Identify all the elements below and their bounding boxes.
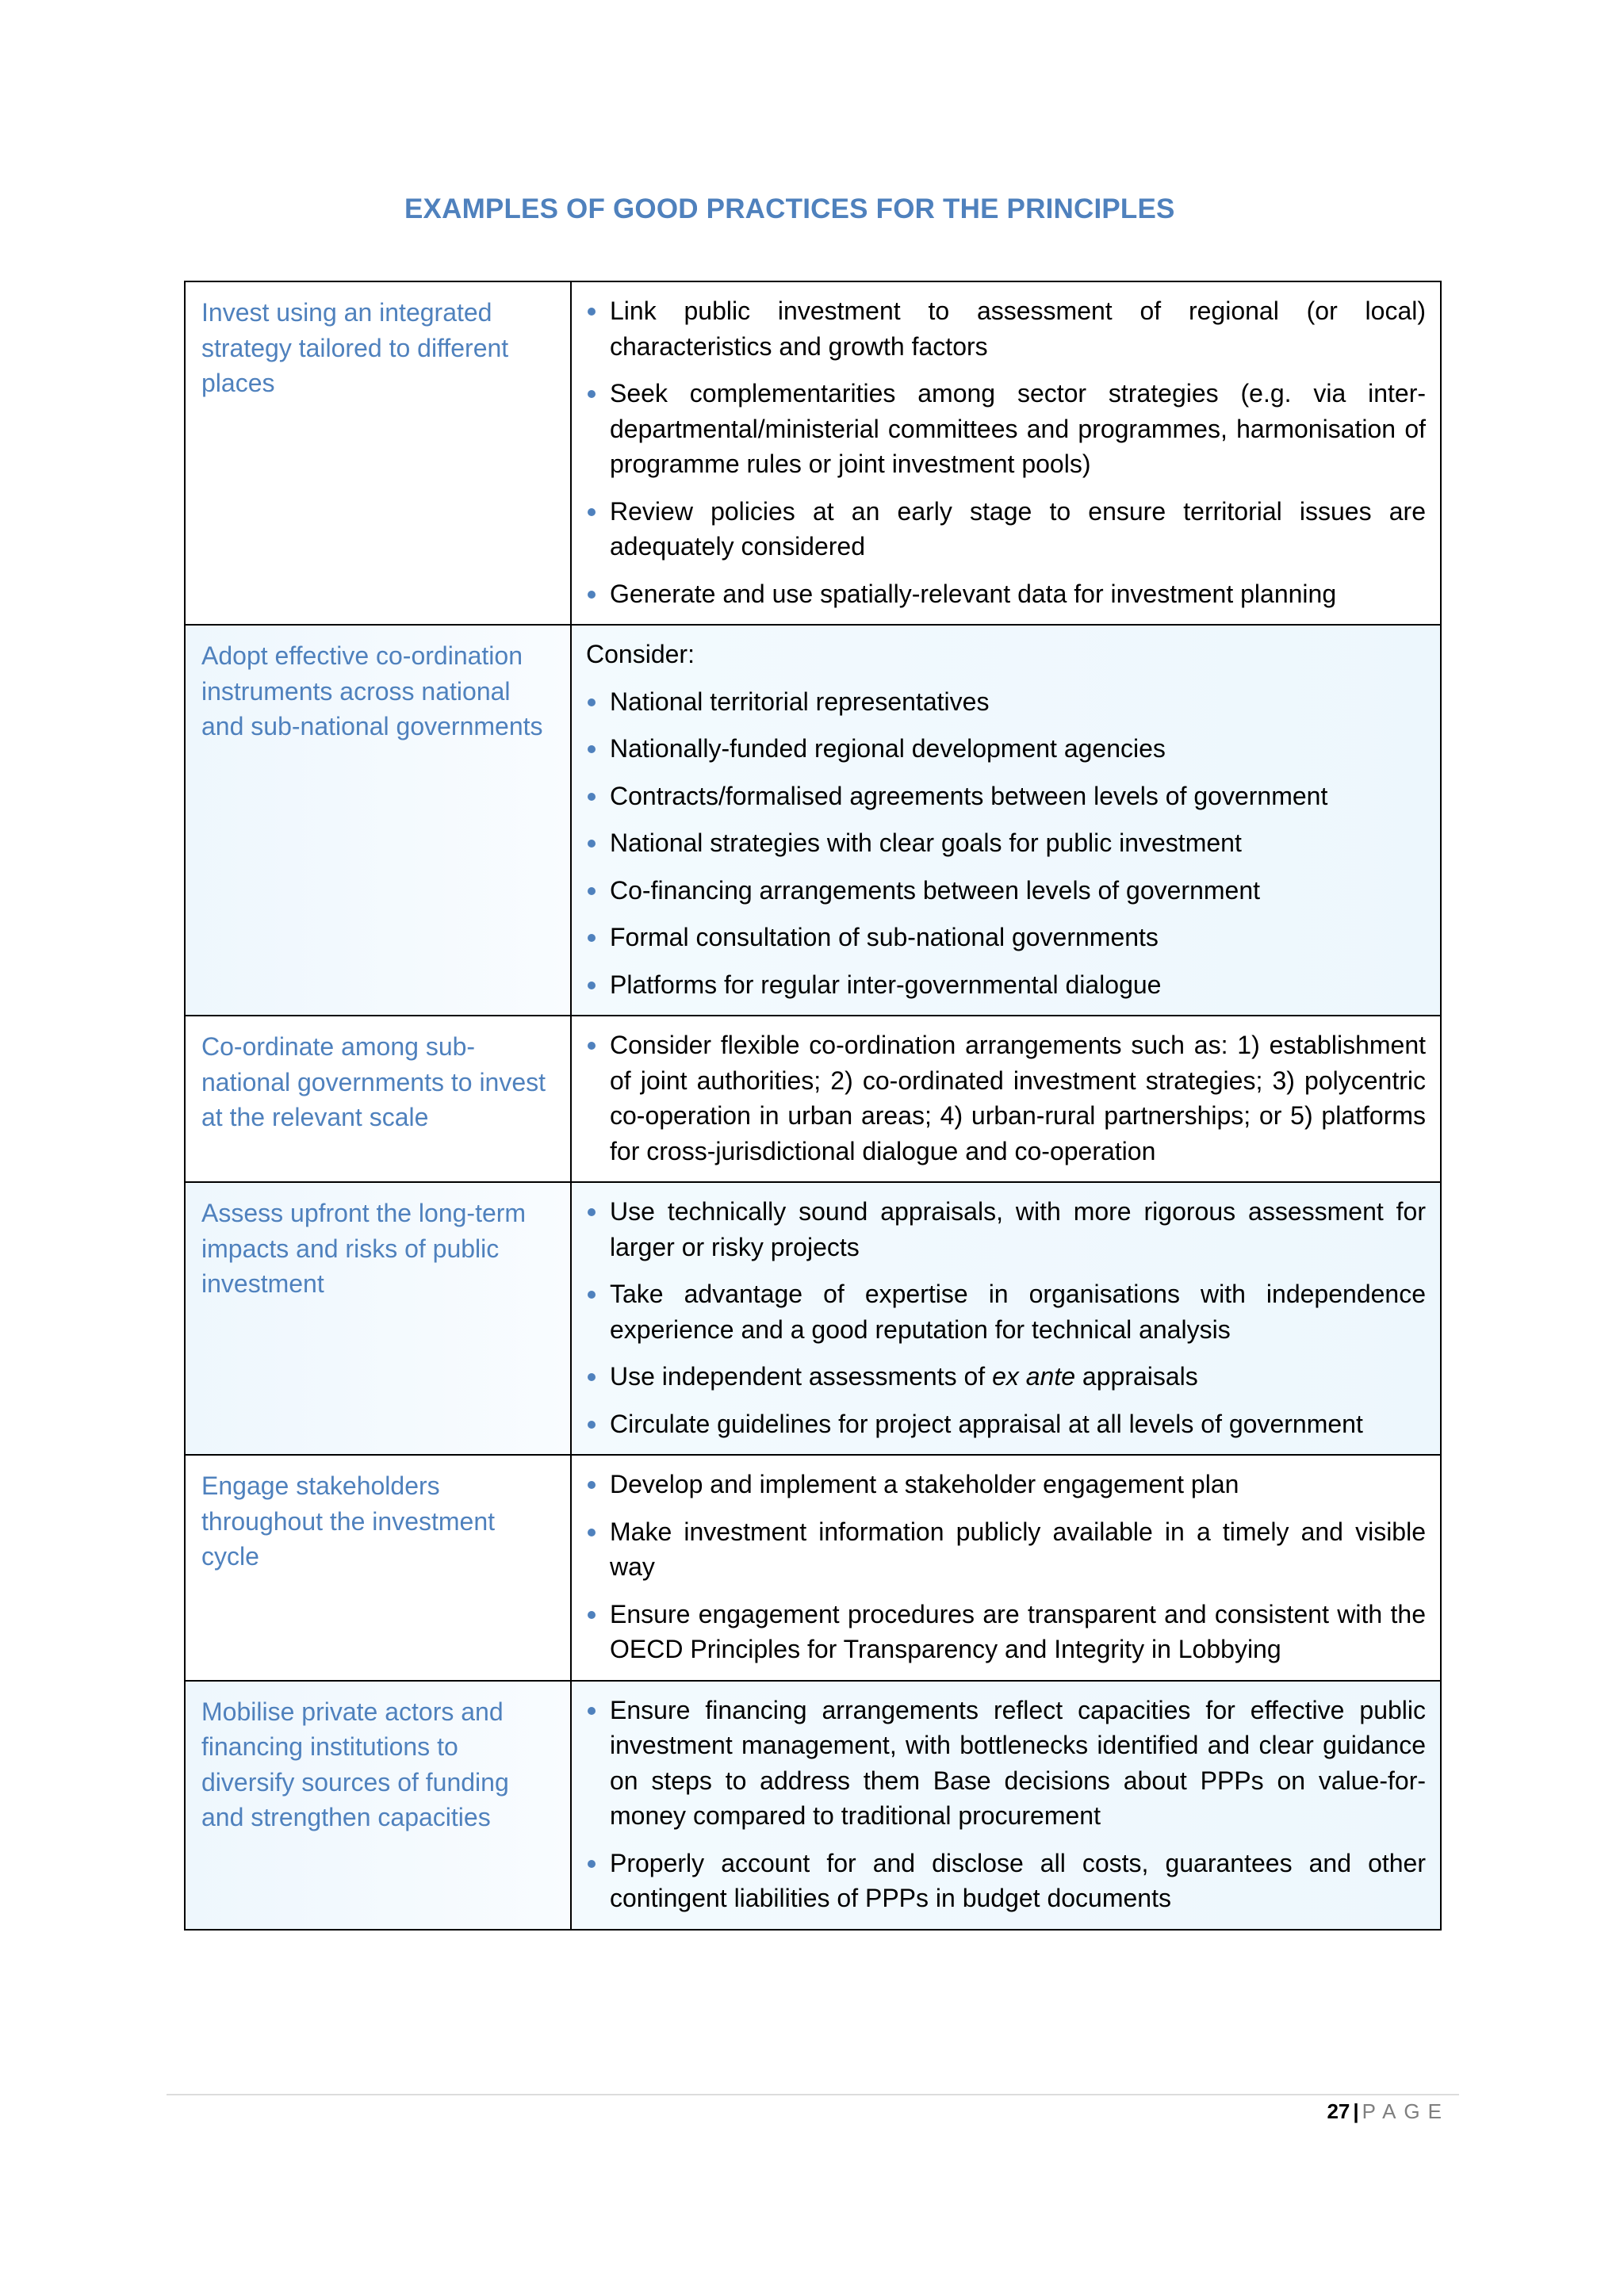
practice-list [586, 1194, 1426, 1441]
page-number-separator: | [1353, 2099, 1359, 2123]
list-item: Ensure engagement procedures are transparent and consistent with the OECD Principles for Transparency and Integrity in Lobbying [586, 1597, 1426, 1667]
principle-cell: Adopt effective co-ordination instruments across national and sub-national governments [185, 625, 571, 1016]
bullet-icon [588, 1373, 596, 1381]
list-item: Develop and implement a stakeholder engagement plan [586, 1467, 1426, 1502]
table-row [185, 1182, 1441, 1455]
practices-cell [571, 1182, 1441, 1455]
principle-cell: Engage stakeholders throughout the investment cycle [185, 1455, 571, 1681]
list-item: National territorial representatives [586, 684, 1426, 720]
list-item: Properly account for and disclose all costs, guarantees and other contingent liabilities of PPPs in budget documents [586, 1846, 1426, 1916]
bullet-icon [588, 1208, 596, 1216]
list-item: Platforms for regular inter-governmental dialogue [586, 967, 1426, 1003]
page-number [1327, 2099, 1450, 2124]
bullet-icon [588, 1529, 596, 1536]
practice-list [586, 1027, 1426, 1169]
bullet-icon [588, 591, 596, 599]
practices-cell [571, 625, 1441, 1016]
principle-cell: Invest using an integrated strategy tailored to different places [185, 281, 571, 625]
table-row [185, 625, 1441, 1016]
table-row [185, 1016, 1441, 1182]
practice-list [586, 293, 1426, 611]
emphasis-text: ex ante [992, 1362, 1076, 1391]
practice-intro: Consider: [586, 640, 695, 668]
list-item: Formal consultation of sub-national governments [586, 920, 1426, 955]
practices-cell [571, 1016, 1441, 1182]
bullet-icon [588, 1291, 596, 1299]
bullet-icon [588, 887, 596, 895]
bullet-icon [588, 1481, 596, 1489]
list-item: Seek complementarities among sector strategies (e.g. via inter-departmental/ministerial committees and programmes, harmonisation of programme rules or joint investment pools) [586, 376, 1426, 482]
list-item: Circulate guidelines for project appraisal at all levels of government [586, 1406, 1426, 1442]
bullet-icon [588, 1707, 596, 1715]
list-item: Link public investment to assessment of regional (or local) characteristics and growth factors [586, 293, 1426, 364]
table-row [185, 1455, 1441, 1681]
good-practices-table [184, 281, 1442, 1931]
page-title: EXAMPLES OF GOOD PRACTICES FOR THE PRINCIPLES [404, 193, 1175, 224]
bullet-icon [588, 934, 596, 942]
bullet-icon [588, 390, 596, 398]
practices-cell [571, 1455, 1441, 1681]
list-item: Contracts/formalised agreements between levels of government [586, 779, 1426, 814]
bullet-icon [588, 1421, 596, 1429]
list-item: Use independent assessments of ex ante appraisals [586, 1359, 1426, 1395]
page-number-value: 27 [1327, 2099, 1350, 2123]
bullet-icon [588, 745, 596, 753]
list-item: Review policies at an early stage to ensure territorial issues are adequately considered [586, 494, 1426, 564]
principle-cell: Assess upfront the long-term impacts and risks of public investment [185, 1182, 571, 1455]
list-item: Nationally-funded regional development agencies [586, 731, 1426, 767]
principle-cell: Co-ordinate among sub-national governments to invest at the relevant scale [185, 1016, 571, 1182]
list-item: Ensure financing arrangements reflect capacities for effective public investment management, with bottlenecks identified and clear guidance on steps to address them Base decisions about PPPs on value-for-money compared to traditional procurement [586, 1693, 1426, 1834]
page-label: PAGE [1362, 2099, 1450, 2123]
list-item: Take advantage of expertise in organisations with independence experience and a good reputation for technical analysis [586, 1276, 1426, 1347]
bullet-icon [588, 982, 596, 989]
list-item: Make investment information publicly available in a timely and visible way [586, 1514, 1426, 1585]
table-row [185, 281, 1441, 625]
principle-cell: Mobilise private actors and financing institutions to diversify sources of funding and strengthen capacities [185, 1681, 571, 1930]
bullet-icon [588, 1042, 596, 1050]
list-item: National strategies with clear goals for public investment [586, 825, 1426, 861]
practices-cell [571, 1681, 1441, 1930]
practices-cell [571, 281, 1441, 625]
bullet-icon [588, 793, 596, 801]
list-item: Use technically sound appraisals, with more rigorous assessment for larger or risky projects [586, 1194, 1426, 1265]
footer-divider [167, 2094, 1459, 2095]
bullet-icon [588, 1860, 596, 1868]
bullet-icon [588, 698, 596, 706]
bullet-icon [588, 508, 596, 516]
practice-list [586, 1467, 1426, 1667]
bullet-icon [588, 840, 596, 848]
table-row [185, 1681, 1441, 1930]
list-item: Generate and use spatially-relevant data for investment planning [586, 576, 1426, 612]
practice-list [586, 1693, 1426, 1916]
bullet-icon [588, 308, 596, 316]
list-item: Co-financing arrangements between levels of government [586, 873, 1426, 909]
bullet-icon [588, 1611, 596, 1619]
list-item: Consider flexible co-ordination arrangements such as: 1) establishment of joint authorities; 2) co-ordinated investment strategies; 3) polycentric co-operation in urban areas; 4) urban-rural partnerships; or 5) platforms for cross-jurisdictional dialogue and co-operation [586, 1027, 1426, 1169]
practice-list [586, 684, 1426, 1003]
